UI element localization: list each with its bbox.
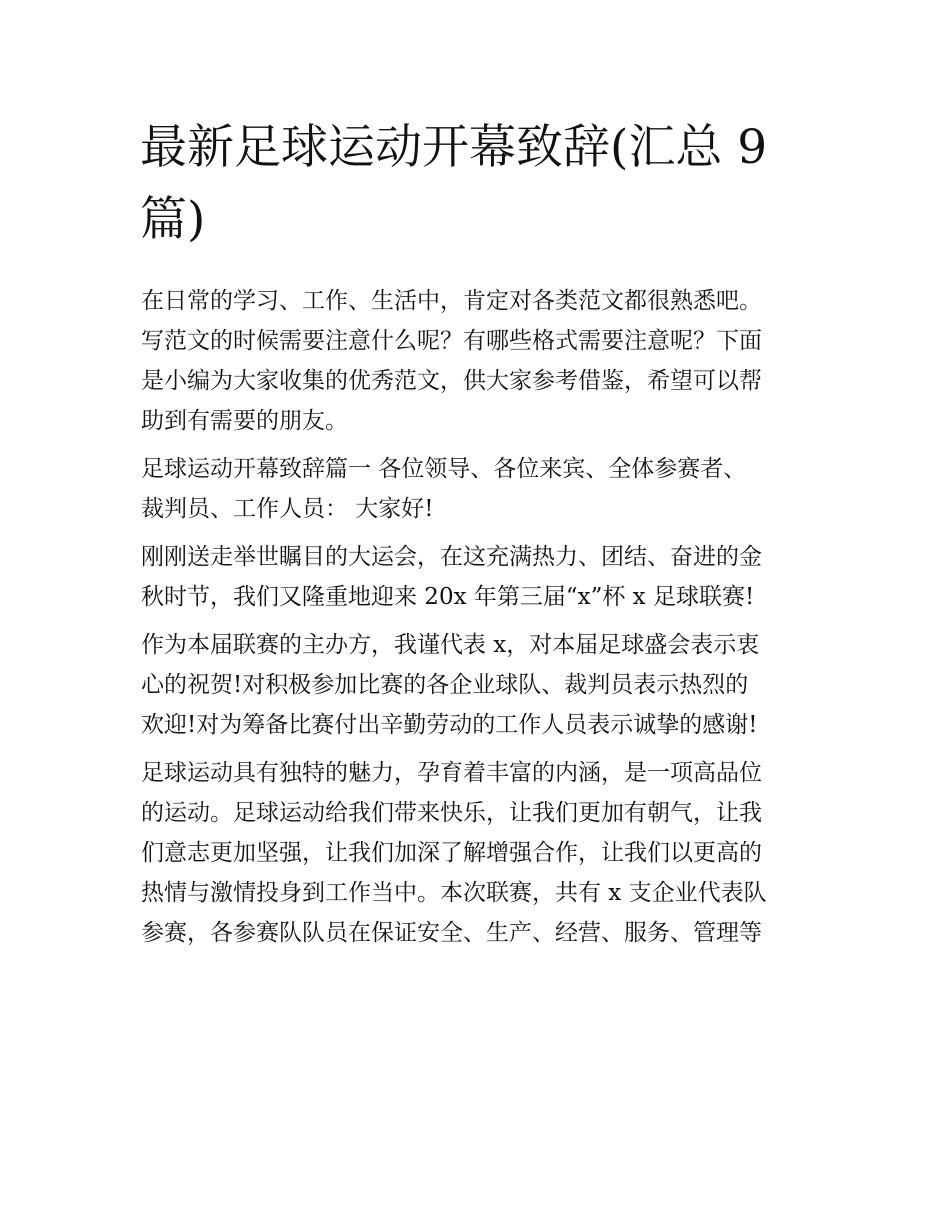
text-line: 裁判员、工作人员： 大家好! [141, 496, 434, 522]
paragraph-season [141, 537, 821, 617]
text-line: 们意志更加坚强，让我们加深了解增强合作，让我们以更高的 [141, 840, 762, 866]
document-body [141, 281, 821, 961]
text-line: 是小编为大家收集的优秀范文，供大家参考借鉴，希望可以帮 [141, 368, 762, 394]
text-line: 热情与激情投身到工作当中。本次联赛，共有 x 支企业代表队 [141, 880, 767, 906]
text-line: 助到有需要的朋友。 [141, 408, 348, 434]
paragraph-host [141, 625, 821, 745]
text-line: 心的祝贺!对积极参加比赛的各企业球队、裁判员表示热烈的 [141, 672, 749, 698]
text-line: 秋时节，我们又隆重地迎来 20x 年第三届“x”杯 x 足球联赛! [141, 584, 755, 610]
document-title [140, 112, 820, 256]
text-line: 刚刚送走举世瞩目的大运会，在这充满热力、团结、奋进的金 [141, 544, 762, 570]
text-line: 作为本届联赛的主办方，我谨代表 x，对本届足球盛会表示衷 [141, 632, 760, 658]
text-line: 足球运动开幕致辞篇一 各位领导、各位来宾、全体参赛者、 [141, 456, 747, 482]
paragraph-intro [141, 281, 821, 441]
text-line: 在日常的学习、工作、生活中，肯定对各类范文都很熟悉吧。 [141, 288, 762, 314]
text-line: 写范文的时候需要注意什么呢？有哪些格式需要注意呢？下面 [141, 328, 762, 354]
title-line-2: 篇) [140, 192, 206, 247]
text-line: 的运动。足球运动给我们带来快乐，让我们更加有朝气，让我 [141, 800, 762, 826]
text-line: 足球运动具有独特的魅力，孕育着丰富的内涵，是一项高品位 [141, 760, 762, 786]
text-line: 参赛，各参赛队队员在保证安全、生产、经营、服务、管理等 [141, 920, 762, 946]
paragraph-football [141, 753, 821, 953]
text-line: 欢迎!对为筹备比赛付出辛勤劳动的工作人员表示诚挚的感谢! [141, 712, 758, 738]
title-line-1: 最新足球运动开幕致辞(汇总 9 [140, 120, 768, 175]
paragraph-greeting [141, 449, 821, 529]
